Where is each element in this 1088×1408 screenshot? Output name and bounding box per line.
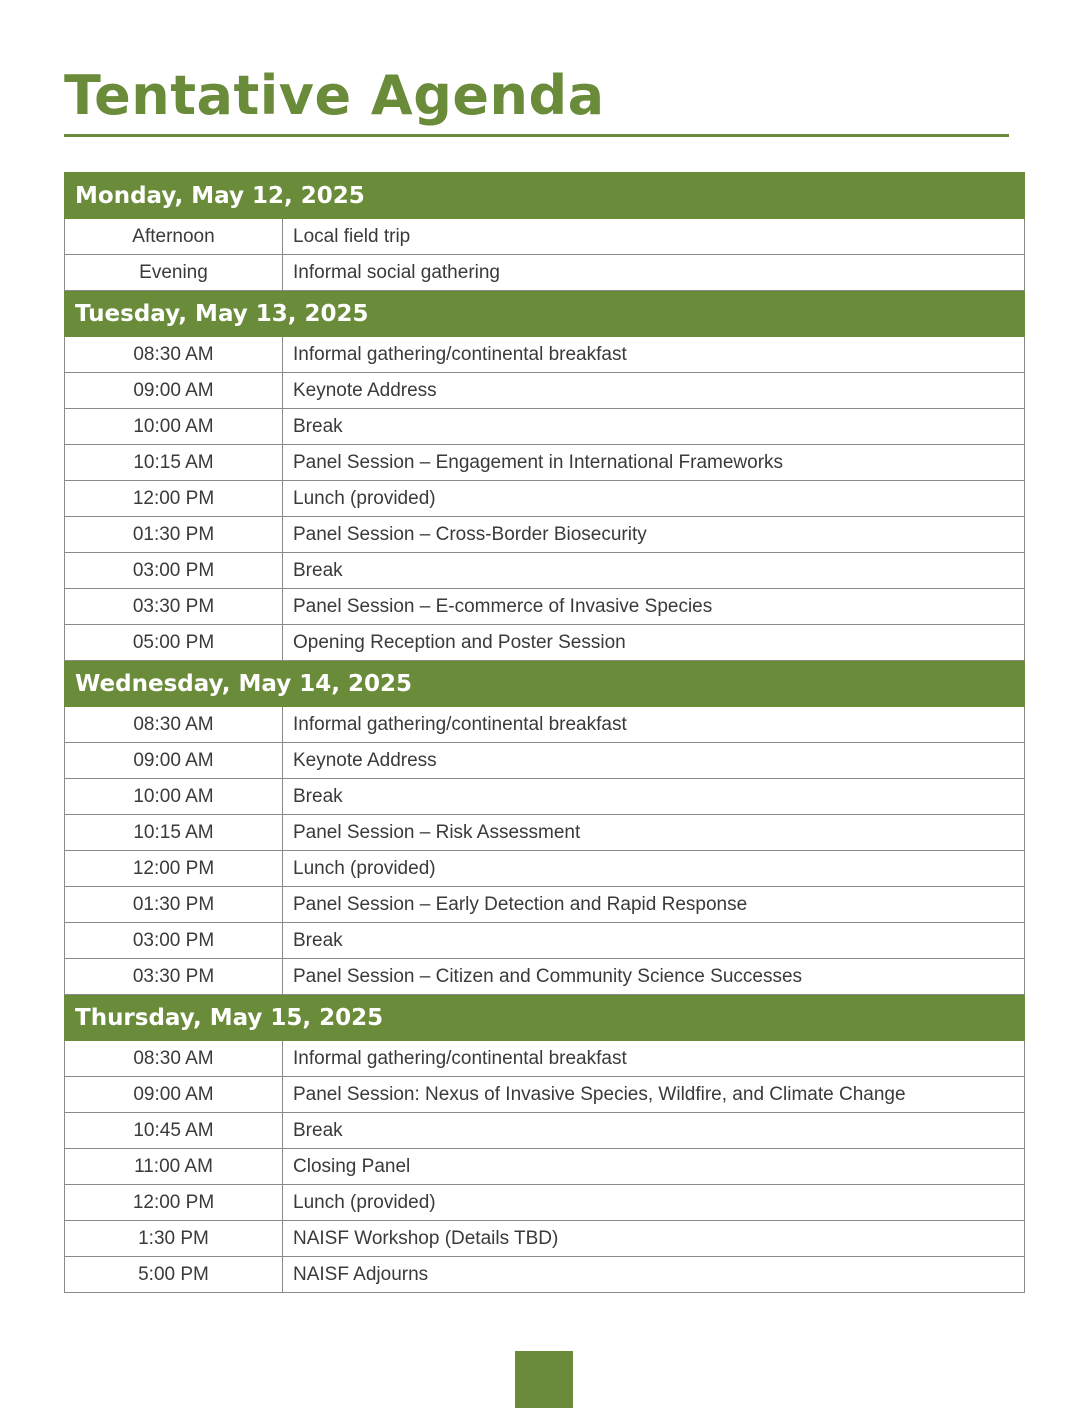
agenda-row [65,337,1025,373]
day-header-row [65,291,1025,337]
agenda-event: Panel Session – E-commerce of Invasive Species [283,589,1025,625]
agenda-event: Break [283,779,1025,815]
agenda-row [65,815,1025,851]
agenda-time: 08:30 AM [65,337,283,373]
page-marker [515,1351,573,1408]
agenda-time: 12:00 PM [65,1185,283,1221]
agenda-row [65,1077,1025,1113]
agenda-time: Afternoon [65,219,283,255]
day-heading: Tuesday, May 13, 2025 [65,291,1025,337]
agenda-time: 03:30 PM [65,589,283,625]
agenda-time: 05:00 PM [65,625,283,661]
agenda-event: Lunch (provided) [283,1185,1025,1221]
agenda-row [65,1257,1025,1293]
agenda-event: Panel Session – Engagement in International Frameworks [283,445,1025,481]
agenda-time: 01:30 PM [65,517,283,553]
agenda-event: Break [283,553,1025,589]
agenda-event: Lunch (provided) [283,851,1025,887]
agenda-row [65,445,1025,481]
agenda-row [65,409,1025,445]
agenda-row [65,219,1025,255]
agenda-time: 11:00 AM [65,1149,283,1185]
agenda-row [65,707,1025,743]
agenda-event: Informal gathering/continental breakfast [283,1041,1025,1077]
agenda-event: Informal social gathering [283,255,1025,291]
agenda-row [65,1041,1025,1077]
agenda-event: Informal gathering/continental breakfast [283,707,1025,743]
day-header-row [65,661,1025,707]
agenda-event: Closing Panel [283,1149,1025,1185]
agenda-row [65,1221,1025,1257]
agenda-event: Break [283,1113,1025,1149]
page-title: Tentative Agenda [64,64,605,127]
agenda-time: 09:00 AM [65,743,283,779]
agenda-row [65,589,1025,625]
agenda-time: 12:00 PM [65,481,283,517]
agenda-row [65,625,1025,661]
agenda-event: Break [283,409,1025,445]
agenda-time: 5:00 PM [65,1257,283,1293]
agenda-table [64,172,1025,1293]
agenda-event: NAISF Adjourns [283,1257,1025,1293]
agenda-row [65,255,1025,291]
agenda-row [65,1149,1025,1185]
agenda-body [65,173,1025,1293]
agenda-time: 10:15 AM [65,815,283,851]
agenda-row [65,779,1025,815]
agenda-event: Panel Session: Nexus of Invasive Species, Wildfire, and Climate Change [283,1077,1025,1113]
title-divider [64,134,1009,137]
agenda-time: 08:30 AM [65,707,283,743]
agenda-event: Lunch (provided) [283,481,1025,517]
agenda-time: 03:00 PM [65,553,283,589]
agenda-time: 01:30 PM [65,887,283,923]
agenda-time: 10:00 AM [65,409,283,445]
agenda-time: 03:30 PM [65,959,283,995]
agenda-row [65,959,1025,995]
agenda-row [65,553,1025,589]
agenda-time: 03:00 PM [65,923,283,959]
agenda-event: Panel Session – Risk Assessment [283,815,1025,851]
agenda-event: Panel Session – Citizen and Community Science Successes [283,959,1025,995]
agenda-event: NAISF Workshop (Details TBD) [283,1221,1025,1257]
agenda-row [65,851,1025,887]
agenda-time: 1:30 PM [65,1221,283,1257]
agenda-event: Informal gathering/continental breakfast [283,337,1025,373]
agenda-event: Opening Reception and Poster Session [283,625,1025,661]
day-heading: Thursday, May 15, 2025 [65,995,1025,1041]
agenda-time: 09:00 AM [65,1077,283,1113]
agenda-event: Panel Session – Early Detection and Rapid Response [283,887,1025,923]
agenda-row [65,373,1025,409]
agenda-time: Evening [65,255,283,291]
agenda-row [65,923,1025,959]
agenda-row [65,887,1025,923]
agenda-row [65,1113,1025,1149]
day-header-row [65,995,1025,1041]
agenda-row [65,481,1025,517]
agenda-event: Panel Session – Cross-Border Biosecurity [283,517,1025,553]
agenda-time: 10:00 AM [65,779,283,815]
agenda-row [65,743,1025,779]
agenda-time: 08:30 AM [65,1041,283,1077]
agenda-event: Keynote Address [283,373,1025,409]
day-header-row [65,173,1025,219]
agenda-row [65,517,1025,553]
day-heading: Wednesday, May 14, 2025 [65,661,1025,707]
agenda-time: 10:15 AM [65,445,283,481]
day-heading: Monday, May 12, 2025 [65,173,1025,219]
agenda-time: 09:00 AM [65,373,283,409]
agenda-time: 12:00 PM [65,851,283,887]
agenda-time: 10:45 AM [65,1113,283,1149]
agenda-event: Keynote Address [283,743,1025,779]
agenda-event: Break [283,923,1025,959]
agenda-event: Local field trip [283,219,1025,255]
agenda-row [65,1185,1025,1221]
